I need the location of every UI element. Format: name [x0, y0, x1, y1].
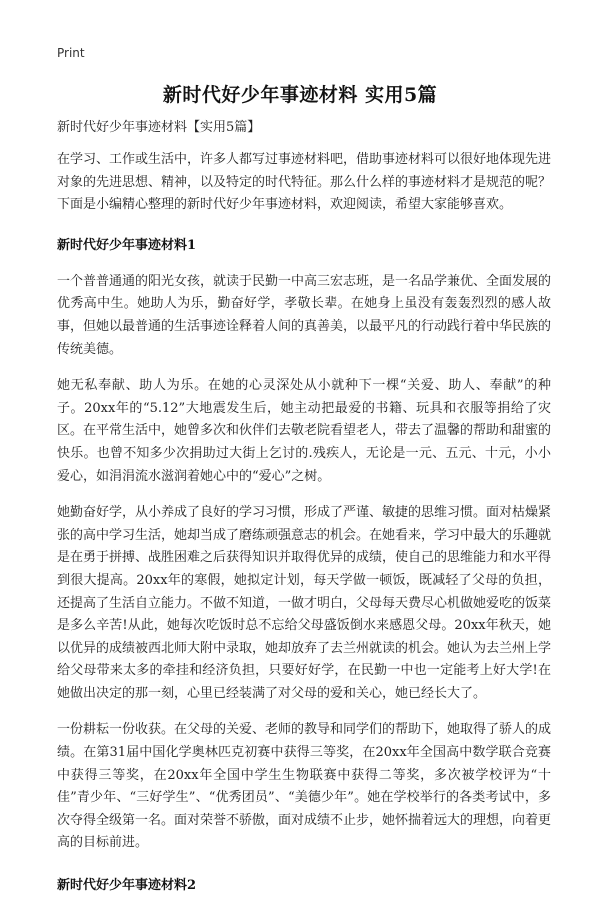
document-subtitle: 新时代好少年事迹材料【实用5篇】	[57, 120, 261, 135]
print-link[interactable]: Print	[57, 46, 85, 60]
section-1-heading: 新时代好少年事迹材料1	[57, 237, 197, 253]
section-1-paragraph-1: 一个普普通通的阳光女孩，就读于民勤一中高三宏志班，是一名品学兼优、全面发展的优秀高中生。她助人为乐，勤奋好学，孝敬长辈。在她身上虽没有轰轰烈烈的感人故事，但她以最普通的生活事迹诠释着人间的真善美，以最平凡的行动践行着中华民族的传统美德。	[57, 273, 552, 357]
document-body	[57, 117, 551, 911]
intro-paragraph: 在学习、工作或生活中，许多人都写过事迹材料吧，借助事迹材料可以很好地体现先进对象的先进思想、精神，以及特定的时代特征。那么什么样的事迹材料才是规范的呢？下面是小编精心整理的新时代好少年事迹材料，欢迎阅读，希望大家能够喜欢。	[57, 152, 552, 213]
section-2-heading: 新时代好少年事迹材料2	[57, 878, 197, 894]
section-1-paragraph-3: 她勤奋好学，从小养成了良好的学习习惯，形成了严谨、敏捷的思维习惯。面对枯燥紧张的高中学习生活，她却当成了磨练顽强意志的机会。在她看来，学习中最大的乐趣就是在勇于拼搏、战胜困难之后获得知识并取得优异的成绩，使自己的思维能力和水平得到很大提高。20xx年的寒假，她拟定计划，每天学做一顿饭，既减轻了父母的负担，还提高了生活自立能力。不做不知道，一做才明白，父母每天费尽心机做她爱吃的饭菜是多么辛苦!从此，她每次吃饭时总不忘给父母盛饭倒水来感恩父母。20xx年秋天，她以优异的成绩被西北师大附中录取，她却放弃了去兰州就读的机会。她认为去兰州上学给父母带来太多的牵挂和经济负担，只要好好学，在民勤一中也一定能考上好大学!在她做出决定的那一刻，心里已经装满了对父母的爱和关心，她已经长大了。	[57, 505, 552, 701]
section-1-paragraph-4: 一份耕耘一份收获。在父母的关爱、老师的教导和同学们的帮助下，她取得了骄人的成绩。在第31届中国化学奥林匹克初赛中获得三等奖，在20xx年全国高中数学联合竞赛中获得三等奖，在20xx年全国中学生生物联赛中获得二等奖，多次被学校评为“十佳”青少年、“三好学生”、“优秀团员”、“美德少年”。她在学校举行的各类考试中，多次夺得全级第一名。面对荣誉不骄傲，面对成绩不止步，她怀揣着远大的理想，向着更高的目标前进。	[57, 722, 552, 851]
page-title: 新时代好少年事迹材料 实用5篇	[162, 84, 438, 106]
section-1-paragraph-2: 她无私奉献、助人为乐。在她的心灵深处从小就种下一棵“关爱、助人、奉献”的种子。20xx年的“5.12”大地震发生后，她主动把最爱的书籍、玩具和衣服等捐给了灾区。在平常生活中，她曾多次和伙伴们去敬老院看望老人，带去了温馨的帮助和甜蜜的快乐。也曾不知多少次捐助过大街上乞讨的.残疾人，无论是一元、五元、十元，小小爱心，如涓涓流水滋润着她心中的“爱心”之树。	[57, 378, 552, 484]
